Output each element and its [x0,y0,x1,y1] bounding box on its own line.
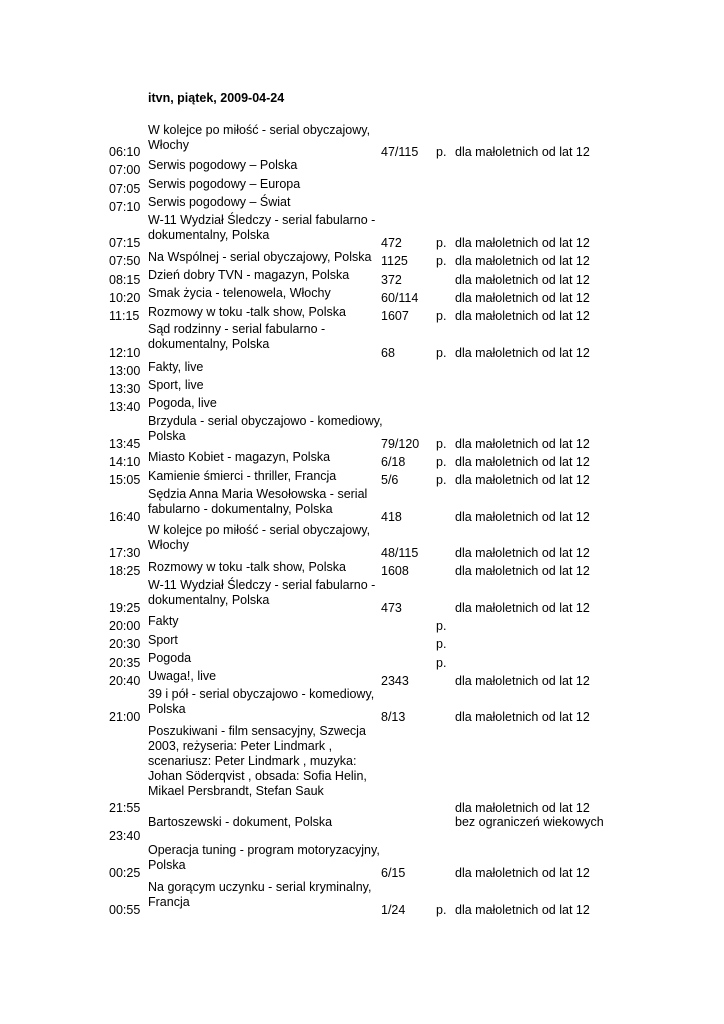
row-time: 13:30 [109,382,141,396]
row-episode: 8/13 [381,710,406,724]
row-premiere-mark: p. [436,254,447,268]
row-time: 00:25 [109,866,141,880]
row-episode: 47/115 [381,145,419,159]
row-title: Na Wspólnej - serial obyczajowy, Polska [148,250,372,264]
row-age-rating: dla małoletnich od lat 12 [455,346,590,360]
row-title: Rozmowy w toku -talk show, Polska [148,305,346,319]
row-premiere-mark: p. [436,346,447,360]
row-episode: 2343 [381,674,409,688]
row-age-rating: dla małoletnich od lat 12 [455,455,590,469]
row-title: Fakty, live [148,360,204,374]
row-time: 20:35 [109,656,141,670]
row-title: Serwis pogodowy – Polska [148,158,298,172]
row-age-rating: bez ograniczeń wiekowych [455,815,604,829]
row-premiere-mark: p. [436,619,447,633]
row-age-rating: dla małoletnich od lat 12 [455,291,590,305]
row-title: W kolejce po miłość - serial obyczajowy, Włochy [148,523,371,552]
row-age-rating: dla małoletnich od lat 12 [455,601,590,615]
row-age-rating: dla małoletnich od lat 12 [455,801,590,815]
row-age-rating: dla małoletnich od lat 12 [455,273,590,287]
row-time: 16:40 [109,510,141,524]
row-episode: 6/18 [381,455,406,469]
row-episode: 68 [381,346,395,360]
row-title: Miasto Kobiet - magazyn, Polska [148,450,331,464]
row-age-rating: dla małoletnich od lat 12 [455,236,590,250]
row-episode: 418 [381,510,402,524]
row-title: Poszukiwani - film sensacyjny, Szwecja 2003, reżyseria: Peter Lindmark , scenariusz: Peter Lindmark , muzyka: Johan Söderqvist , obsada: Sofia Helin, Mikael Persbrandt, Stefan Sauk [148,724,367,798]
row-premiere-mark: p. [436,656,447,670]
row-title: Smak życia - telenowela, Włochy [148,286,331,300]
row-premiere-mark: p. [436,309,447,323]
row-age-rating: dla małoletnich od lat 12 [455,473,590,487]
row-title: Rozmowy w toku -talk show, Polska [148,560,346,574]
row-title: W-11 Wydział Śledczy - serial fabularno - dokumentalny, Polska [148,578,376,607]
row-title: Pogoda [148,651,192,665]
row-time: 08:15 [109,273,141,287]
row-time: 20:40 [109,674,141,688]
row-time: 20:30 [109,637,141,651]
row-title: Bartoszewski - dokument, Polska [148,815,333,829]
row-episode: 1125 [381,254,408,268]
row-title: W kolejce po miłość - serial obyczajowy, Włochy [148,123,371,152]
row-time: 13:40 [109,400,141,414]
row-time: 13:45 [109,437,141,451]
row-time: 23:40 [109,829,141,843]
row-age-rating: dla małoletnich od lat 12 [455,674,590,688]
row-title: W-11 Wydział Śledczy - serial fabularno - dokumentalny, Polska [148,213,376,242]
row-age-rating: dla małoletnich od lat 12 [455,710,590,724]
row-title: Operacja tuning - program motoryzacyjny, Polska [148,843,380,872]
row-episode: 5/6 [381,473,399,487]
row-premiere-mark: p. [436,145,447,159]
row-title: Sędzia Anna Maria Wesołowska - serial fabularno - dokumentalny, Polska [148,487,368,516]
row-title: Fakty [148,614,179,628]
row-time: 20:00 [109,619,141,633]
row-title: Na gorącym uczynku - serial kryminalny, Francja [148,880,372,909]
row-time: 07:10 [109,200,141,214]
row-time: 17:30 [109,546,141,560]
row-time: 00:55 [109,903,141,917]
row-age-rating: dla małoletnich od lat 12 [455,254,590,268]
row-time: 11:15 [109,309,140,323]
row-episode: 1607 [381,309,409,323]
row-title: Kamienie śmierci - thriller, Francja [148,469,337,483]
row-time: 14:10 [109,455,141,469]
row-episode: 6/15 [381,866,406,880]
row-premiere-mark: p. [436,637,447,651]
row-title: 39 i pół - serial obyczajowo - komediowy, Polska [148,687,375,716]
row-episode: 79/120 [381,437,420,451]
row-age-rating: dla małoletnich od lat 12 [455,437,590,451]
row-time: 21:55 [109,801,141,815]
row-title: Serwis pogodowy – Świat [148,195,291,209]
row-time: 19:25 [109,601,141,615]
row-time: 13:00 [109,364,141,378]
row-time: 07:00 [109,163,141,177]
row-title: Pogoda, live [148,396,217,410]
page-title: itvn, piątek, 2009-04-24 [148,91,285,105]
row-premiere-mark: p. [436,236,447,250]
row-premiere-mark: p. [436,473,447,487]
row-time: 18:25 [109,564,141,578]
row-time: 15:05 [109,473,141,487]
row-age-rating: dla małoletnich od lat 12 [455,510,590,524]
row-episode: 1/24 [381,903,406,917]
row-premiere-mark: p. [436,437,447,451]
row-episode: 1608 [381,564,409,578]
row-time: 10:20 [109,291,141,305]
row-episode: 372 [381,273,402,287]
row-time: 21:00 [109,710,141,724]
row-episode: 472 [381,236,402,250]
row-time: 06:10 [109,145,141,159]
row-title: Sport, live [148,378,204,392]
row-premiere-mark: p. [436,903,447,917]
row-time: 07:50 [109,254,141,268]
row-age-rating: dla małoletnich od lat 12 [455,546,590,560]
row-age-rating: dla małoletnich od lat 12 [455,903,590,917]
row-age-rating: dla małoletnich od lat 12 [455,564,590,578]
row-title: Dzień dobry TVN - magazyn, Polska [148,268,350,282]
row-age-rating: dla małoletnich od lat 12 [455,145,590,159]
row-title: Sąd rodzinny - serial fabularno - dokumentalny, Polska [148,322,326,351]
row-title: Brzydula - serial obyczajowo - komediowy, Polska [148,414,383,443]
row-time: 07:15 [109,236,141,250]
row-age-rating: dla małoletnich od lat 12 [455,866,590,880]
row-title: Serwis pogodowy – Europa [148,177,301,191]
row-episode: 48/115 [381,546,419,560]
row-age-rating: dla małoletnich od lat 12 [455,309,590,323]
row-time: 07:05 [109,182,141,196]
row-title: Sport [148,633,178,647]
row-title: Uwaga!, live [148,669,217,683]
row-episode: 60/114 [381,291,419,305]
row-episode: 473 [381,601,402,615]
row-premiere-mark: p. [436,455,447,469]
row-time: 12:10 [109,346,141,360]
